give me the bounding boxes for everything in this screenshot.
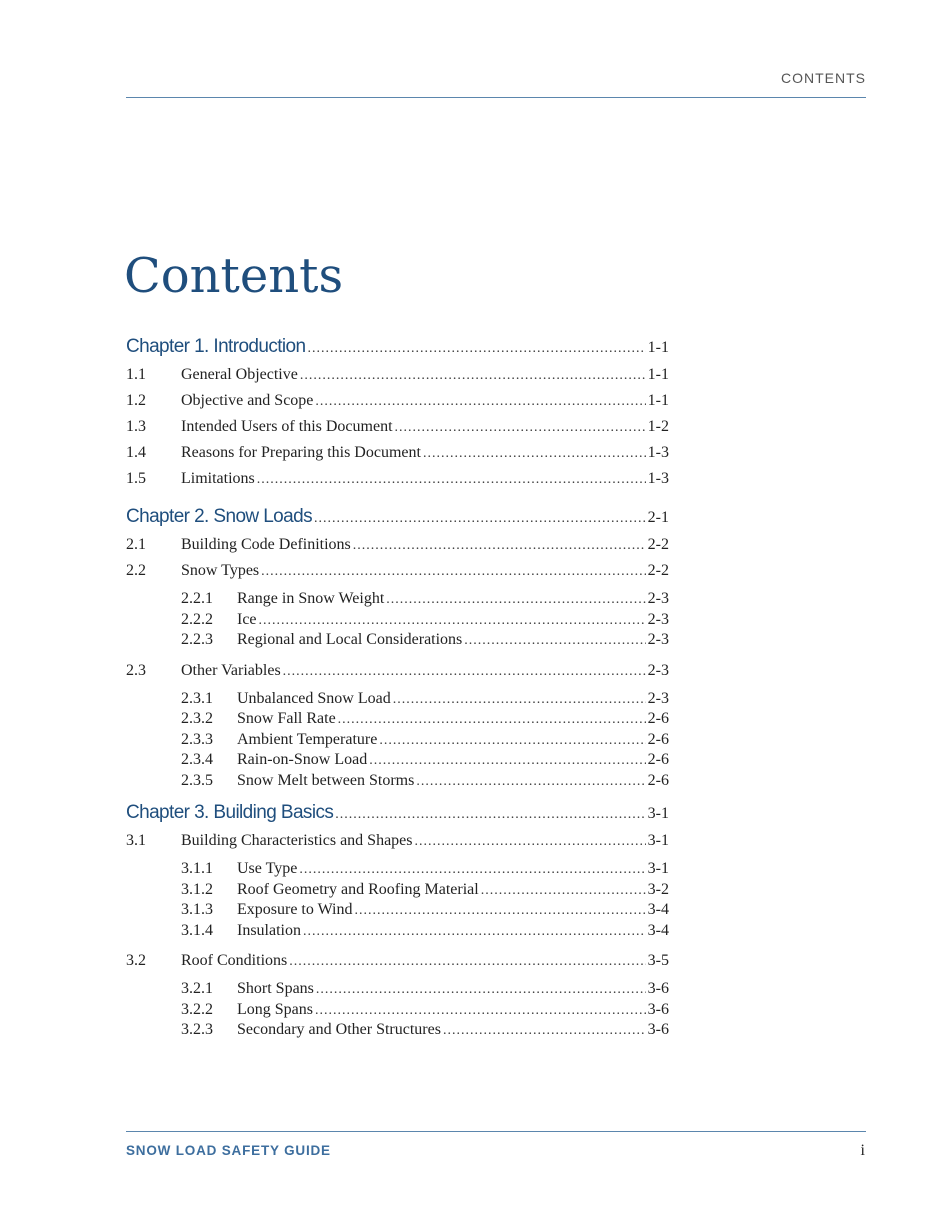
subsection-number: 2.3.4 bbox=[181, 751, 213, 768]
subsection-title: Snow Melt between Storms bbox=[237, 771, 415, 789]
subsection-number: 3.1.4 bbox=[181, 921, 213, 939]
dot-leader bbox=[416, 774, 645, 790]
subsection-page: 3-4 bbox=[647, 921, 669, 939]
subsection-page: 2-3 bbox=[647, 590, 669, 607]
toc-subsection[interactable] bbox=[126, 690, 669, 711]
subsection-page: 2-6 bbox=[647, 730, 669, 748]
section-title: Reasons for Preparing this Document bbox=[181, 444, 421, 461]
dot-leader bbox=[314, 511, 646, 527]
running-head: CONTENTS bbox=[781, 70, 866, 86]
subsection-page: 3-6 bbox=[647, 980, 669, 997]
section-title: Roof Conditions bbox=[181, 952, 288, 969]
toc-section[interactable] bbox=[126, 562, 669, 588]
subsection-page: 2-6 bbox=[647, 710, 669, 727]
subsection-number: 3.1.3 bbox=[181, 901, 213, 918]
subsection-title: Regional and Local Considerations bbox=[237, 631, 463, 648]
subsection-title: Unbalanced Snow Load bbox=[237, 689, 391, 707]
subsection-title: Secondary and Other Structures bbox=[237, 1021, 441, 1038]
page-title: Contents bbox=[124, 248, 344, 304]
toc-subsection[interactable] bbox=[126, 590, 669, 611]
section-number: 2.3 bbox=[126, 661, 146, 679]
subsection-number: 3.2.2 bbox=[181, 1000, 213, 1018]
section-number: 1.1 bbox=[126, 366, 146, 383]
dot-leader bbox=[299, 862, 645, 878]
toc-subsection[interactable] bbox=[126, 922, 669, 943]
dot-leader bbox=[464, 633, 645, 649]
subsection-title: Ice bbox=[237, 610, 257, 628]
subsection-page: 2-6 bbox=[647, 751, 669, 768]
section-title: Other Variables bbox=[181, 661, 281, 679]
dot-leader bbox=[369, 753, 645, 769]
table-of-contents bbox=[126, 336, 669, 1042]
section-number: 3.2 bbox=[126, 952, 146, 969]
spacer bbox=[126, 942, 669, 952]
toc-chapter-3[interactable] bbox=[126, 802, 669, 832]
dot-leader bbox=[386, 592, 645, 608]
subsection-number: 2.3.2 bbox=[181, 710, 213, 727]
section-page: 1-3 bbox=[647, 470, 669, 487]
toc-section[interactable] bbox=[126, 536, 669, 562]
dot-leader bbox=[353, 538, 646, 554]
dot-leader bbox=[415, 834, 646, 850]
section-title: Building Code Definitions bbox=[181, 536, 351, 553]
toc-subsection[interactable] bbox=[126, 631, 669, 652]
section-page: 1-1 bbox=[647, 366, 669, 383]
section-title: Objective and Scope bbox=[181, 392, 314, 409]
section-title: Intended Users of this Document bbox=[181, 418, 393, 435]
toc-section[interactable] bbox=[126, 662, 669, 688]
chapter-page: 1-1 bbox=[647, 339, 669, 356]
dot-leader bbox=[289, 954, 645, 970]
spacer bbox=[126, 792, 669, 802]
chapter-page: 2-1 bbox=[647, 509, 669, 526]
subsection-title: Use Type bbox=[237, 860, 298, 877]
toc-subsection[interactable] bbox=[126, 751, 669, 772]
toc-subsection[interactable] bbox=[126, 901, 669, 922]
footer-rule bbox=[126, 1131, 866, 1132]
dot-leader bbox=[443, 1023, 646, 1039]
subsection-page: 3-4 bbox=[647, 901, 669, 918]
subsection-page: 3-2 bbox=[647, 880, 669, 898]
section-page: 2-2 bbox=[647, 562, 669, 579]
subsection-page: 2-3 bbox=[647, 631, 669, 648]
toc-subsection[interactable] bbox=[126, 881, 669, 902]
toc-subsection[interactable] bbox=[126, 860, 669, 881]
subsection-number: 2.2.3 bbox=[181, 631, 213, 648]
subsection-title: Range in Snow Weight bbox=[237, 590, 385, 607]
section-number: 1.5 bbox=[126, 470, 146, 487]
section-title: General Objective bbox=[181, 366, 298, 383]
subsection-number: 3.1.2 bbox=[181, 880, 213, 898]
subsection-title: Rain-on-Snow Load bbox=[237, 751, 368, 768]
section-number: 3.1 bbox=[126, 832, 146, 849]
spacer bbox=[126, 652, 669, 662]
subsection-number: 2.3.5 bbox=[181, 771, 213, 789]
dot-leader bbox=[300, 368, 646, 384]
dot-leader bbox=[379, 733, 645, 749]
dot-leader bbox=[303, 924, 646, 940]
subsection-page: 3-6 bbox=[647, 1000, 669, 1018]
toc-section[interactable] bbox=[126, 470, 669, 496]
dot-leader bbox=[481, 883, 646, 899]
dot-leader bbox=[261, 564, 646, 580]
section-page: 2-2 bbox=[647, 536, 669, 553]
chapter-title: Chapter 3. Building Basics bbox=[126, 802, 334, 823]
dot-leader bbox=[315, 394, 645, 410]
dot-leader bbox=[316, 982, 646, 998]
subsection-page: 2-6 bbox=[647, 771, 669, 789]
subsection-page: 3-6 bbox=[647, 1021, 669, 1038]
subsection-title: Ambient Temperature bbox=[237, 730, 378, 748]
subsection-number: 2.2.1 bbox=[181, 590, 213, 607]
toc-chapter-1[interactable] bbox=[126, 336, 669, 366]
dot-leader bbox=[259, 613, 646, 629]
dot-leader bbox=[283, 664, 646, 680]
subsection-title: Roof Geometry and Roofing Material bbox=[237, 880, 479, 898]
toc-section[interactable] bbox=[126, 418, 669, 444]
subsection-title: Snow Fall Rate bbox=[237, 710, 336, 727]
toc-subsection[interactable] bbox=[126, 772, 669, 793]
section-title: Limitations bbox=[181, 470, 255, 487]
subsection-page: 3-1 bbox=[647, 860, 669, 877]
subsection-title: Long Spans bbox=[237, 1000, 313, 1018]
section-number: 1.2 bbox=[126, 392, 146, 409]
subsection-number: 2.2.2 bbox=[181, 610, 213, 628]
subsection-title: Short Spans bbox=[237, 980, 314, 997]
subsection-number: 2.3.3 bbox=[181, 730, 213, 748]
section-page: 1-1 bbox=[647, 392, 669, 409]
section-number: 1.4 bbox=[126, 444, 146, 461]
dot-leader bbox=[423, 446, 646, 462]
dot-leader bbox=[257, 472, 646, 488]
subsection-page: 2-3 bbox=[647, 689, 669, 707]
spacer bbox=[126, 496, 669, 506]
dot-leader bbox=[338, 712, 646, 728]
toc-section[interactable] bbox=[126, 444, 669, 470]
chapter-page: 3-1 bbox=[647, 805, 669, 822]
section-page: 1-2 bbox=[647, 418, 669, 435]
toc-subsection[interactable] bbox=[126, 611, 669, 632]
toc-subsection[interactable] bbox=[126, 731, 669, 752]
toc-subsection[interactable] bbox=[126, 710, 669, 731]
section-title: Snow Types bbox=[181, 562, 260, 579]
footer-title: SNOW LOAD SAFETY GUIDE bbox=[126, 1143, 331, 1158]
page-number: i bbox=[860, 1142, 865, 1159]
subsection-number: 3.2.1 bbox=[181, 980, 213, 997]
toc-subsection[interactable] bbox=[126, 1021, 669, 1042]
chapter-title: Chapter 1. Introduction bbox=[126, 336, 306, 357]
section-title: Building Characteristics and Shapes bbox=[181, 832, 413, 849]
chapter-title: Chapter 2. Snow Loads bbox=[126, 506, 312, 527]
section-number: 2.1 bbox=[126, 536, 146, 553]
toc-chapter-2[interactable] bbox=[126, 506, 669, 536]
section-number: 1.3 bbox=[126, 418, 146, 435]
header-rule bbox=[126, 97, 866, 98]
dot-leader bbox=[355, 903, 646, 919]
dot-leader bbox=[315, 1003, 646, 1019]
subsection-number: 3.1.1 bbox=[181, 860, 213, 877]
subsection-number: 2.3.1 bbox=[181, 689, 213, 707]
toc-section[interactable] bbox=[126, 952, 669, 978]
section-page: 1-3 bbox=[647, 444, 669, 461]
section-page: 2-3 bbox=[647, 661, 669, 679]
subsection-page: 2-3 bbox=[647, 610, 669, 628]
section-page: 3-1 bbox=[647, 832, 669, 849]
toc-section[interactable] bbox=[126, 832, 669, 858]
section-number: 2.2 bbox=[126, 562, 146, 579]
dot-leader bbox=[395, 420, 646, 436]
toc-section[interactable] bbox=[126, 392, 669, 418]
toc-section[interactable] bbox=[126, 366, 669, 392]
subsection-number: 3.2.3 bbox=[181, 1021, 213, 1038]
toc-subsection[interactable] bbox=[126, 980, 669, 1001]
subsection-title: Exposure to Wind bbox=[237, 901, 353, 918]
dot-leader bbox=[393, 692, 646, 708]
section-page: 3-5 bbox=[647, 952, 669, 969]
dot-leader bbox=[335, 807, 645, 823]
subsection-title: Insulation bbox=[237, 921, 301, 939]
dot-leader bbox=[308, 341, 646, 357]
toc-subsection[interactable] bbox=[126, 1001, 669, 1022]
